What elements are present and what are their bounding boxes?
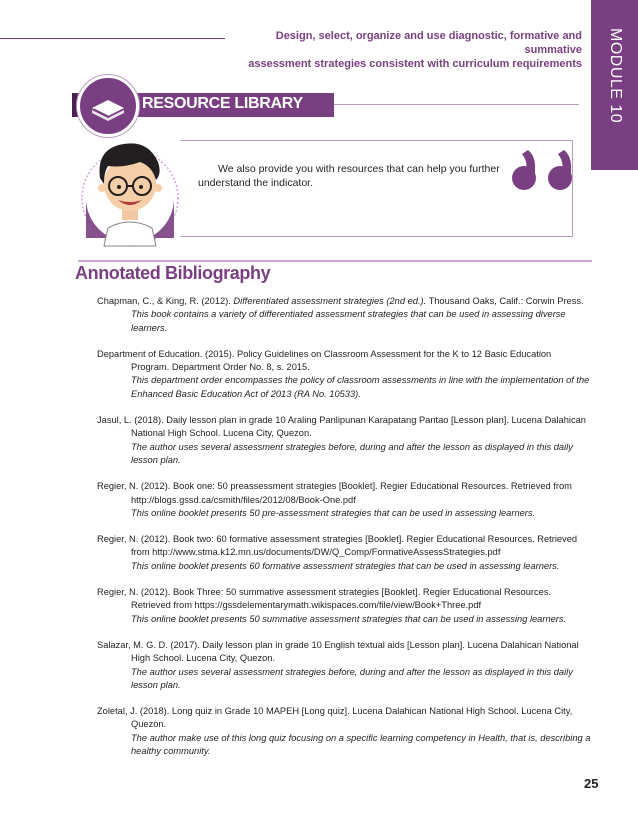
annotation: This online booklet presents 50 summative assessment strategies that can be used in assessing learners.: [131, 613, 567, 624]
annotation: The author uses several assessment strategies before, during and after the lesson as displayed in this daily lesson plan.: [131, 666, 573, 690]
intro-text: We also provide you with resources that can help you further understand the indicator.: [198, 163, 500, 189]
citation-title: Differentiated assessment strategies (2nd ed.).: [233, 296, 427, 306]
quote-mark-icon: [508, 140, 586, 202]
citation: Regier, N. (2012). Book two: 60 formative assessment strategies [Booklet]. Regier Educational Resources. Retrieved from http://www.stma.k12.mn.us/documents/DW/Q_Comp/FormativeAssessStrategies.pdf: [97, 534, 578, 558]
citation: Department of Education. (2015). Policy Guidelines on Classroom Assessment for the K to 12 Basic Education Program. Department Order No. 8, s. 2015.: [97, 348, 552, 373]
header-line-2: assessment strategies consistent with curriculum requirements: [248, 58, 582, 70]
header-rule: [0, 38, 225, 39]
bibliography-entry: [97, 586, 592, 626]
citation: Regier, N. (2012). Book one: 50 preassessment strategies [Booklet]. Regier Educational Resources. Retrieved from http://blogs.gssd.ca/csmith/files/2012/08/Book-One.pdf: [97, 481, 572, 505]
annotation: This online booklet presents 50 pre-assessment strategies that can be used in assessing learners.: [131, 507, 536, 518]
banner-rule: [334, 104, 579, 105]
citation: [97, 295, 592, 308]
bibliography-entry: [97, 533, 592, 573]
section-title: Annotated Bibliography: [75, 263, 271, 283]
annotation: This department order encompasses the policy of classroom assessments in line with the implementation of the Enhanced Basic Education Act of 2013 (RA No. 10533).: [131, 375, 590, 399]
quote-box-bottom: [180, 236, 573, 237]
bibliography-entry: [97, 639, 592, 692]
teacher-avatar: [78, 128, 180, 248]
bibliography-list: [97, 295, 592, 771]
annotation: This online booklet presents 60 formative assessment strategies that can be used in assessing learners.: [131, 560, 560, 571]
citation-publisher: Thousand Oaks, Calif.: Corwin Press.: [426, 296, 584, 306]
citation: Regier, N. (2012). Book Three: 50 summative assessment strategies [Booklet]. Regier Educational Resources. Retrieved from https://gssdelementarymath.wikispaces.com/file/view/Book+Three.pdf: [97, 587, 552, 611]
bibliography-entry: [97, 295, 592, 335]
section-rule: [78, 260, 592, 262]
page-number: 25: [584, 776, 599, 791]
module-tab-label: MODULE 10: [606, 28, 624, 124]
citation: Salazar, M. G. D. (2017). Daily lesson plan in grade 10 English textual aids [Lesson plan]. Lucena Dalahican National High School. Lucena City, Quezon.: [97, 639, 579, 664]
annotation: This book contains a variety of differentiated assessment strategies that can be used in assessing diverse learners.: [131, 309, 566, 333]
citation: Jasul, L. (2018). Daily lesson plan in grade 10 Araling Panlipunan Karapatang Pantao [Lesson plan]. Lucena Dalahican National High School. Lucena City, Quezon.: [97, 415, 586, 439]
bibliography-entry: [97, 348, 592, 401]
header-title: [222, 29, 582, 71]
citation: Zoletal, J. (2018). Long quiz in Grade 10 MAPEH [Long quiz]. Lucena Dalahican National High School. Lucena City, Quezon.: [97, 706, 573, 730]
bibliography-entry: [97, 414, 592, 467]
banner-title: RESOURCE LIBRARY: [142, 95, 303, 112]
citation-text: Chapman, C., & King, R. (2012).: [97, 296, 234, 306]
bibliography-entry: [97, 705, 592, 758]
bibliography-entry: [97, 480, 592, 520]
module-tab: [591, 0, 638, 170]
header-line-1: Design, select, organize and use diagnostic, formative and summative: [275, 30, 582, 56]
annotation: The author uses several assessment strategies before, during and after the lesson as displayed in this daily lesson plan.: [131, 441, 573, 465]
annotation: The author make use of this long quiz focusing on a specific learning competency in Health, that is, describing a healthy community.: [131, 732, 591, 757]
book-icon: [80, 78, 136, 134]
